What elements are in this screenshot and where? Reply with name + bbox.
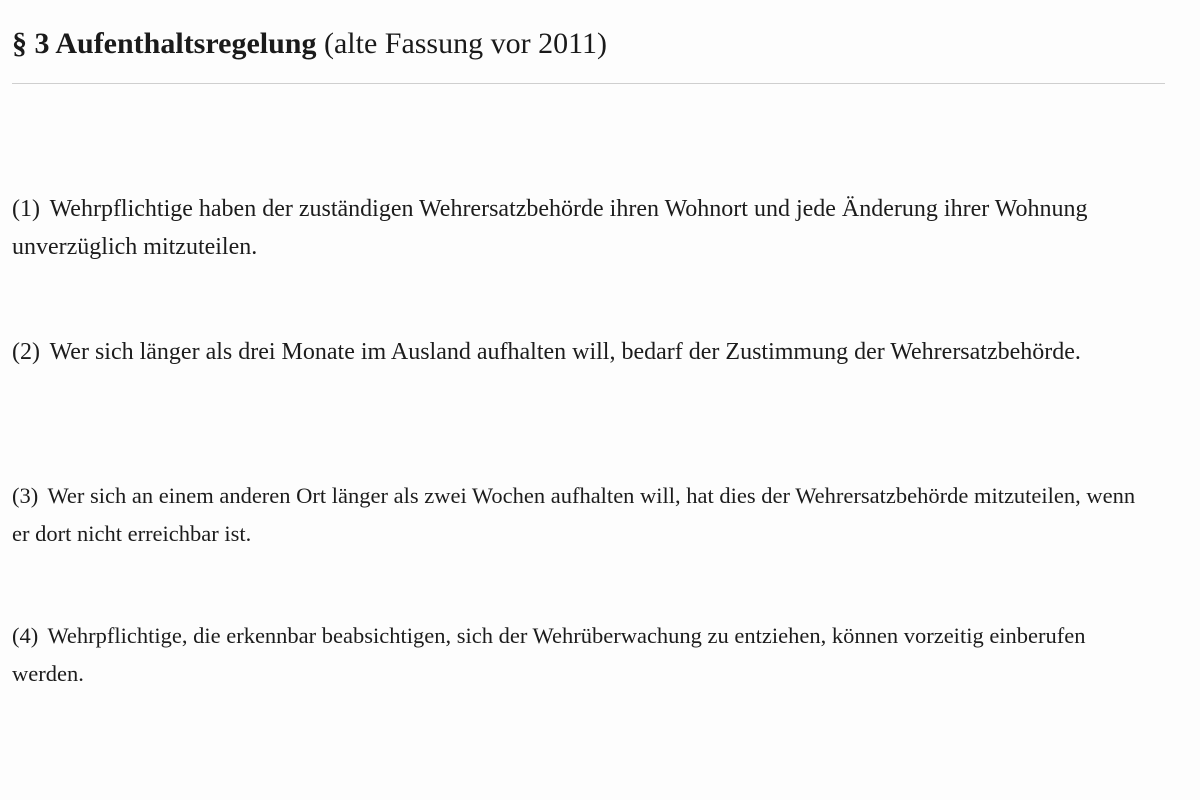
paragraph-text: Wehrpflichtige haben der zuständigen Wehrersatzbehörde ihren Wohnort und jede Änderung ihrer Wohnung unverzüglich mitzuteilen. <box>12 196 1088 260</box>
page-title <box>12 24 607 64</box>
title-divider <box>12 83 1165 84</box>
paragraph-number: (2) <box>12 339 40 365</box>
title-subtitle: (alte Fassung vor 2011) <box>323 27 607 60</box>
paragraph-text: Wehrpflichtige, die erkennbar beabsichtigen, sich der Wehrüberwachung zu entziehen, können vorzeitig einberufen werden. <box>12 623 1086 686</box>
title-main: § 3 Aufenthaltsregelung <box>12 27 317 60</box>
paragraph-number: (1) <box>12 196 40 222</box>
paragraph-1 <box>12 190 1152 266</box>
paragraph-number: (4) <box>12 623 39 648</box>
paragraph-3 <box>12 477 1152 553</box>
paragraph-text: Wer sich länger als drei Monate im Ausland aufhalten will, bedarf der Zustimmung der Wehrersatzbehörde. <box>49 339 1081 365</box>
paragraph-text: Wer sich an einem anderen Ort länger als zwei Wochen aufhalten will, hat dies der Wehrersatzbehörde mitzuteilen, wenn er dort nicht erreichbar ist. <box>12 483 1136 546</box>
paragraph-2 <box>12 333 1152 371</box>
paragraph-number: (3) <box>12 483 39 508</box>
paragraph-4 <box>12 617 1152 693</box>
